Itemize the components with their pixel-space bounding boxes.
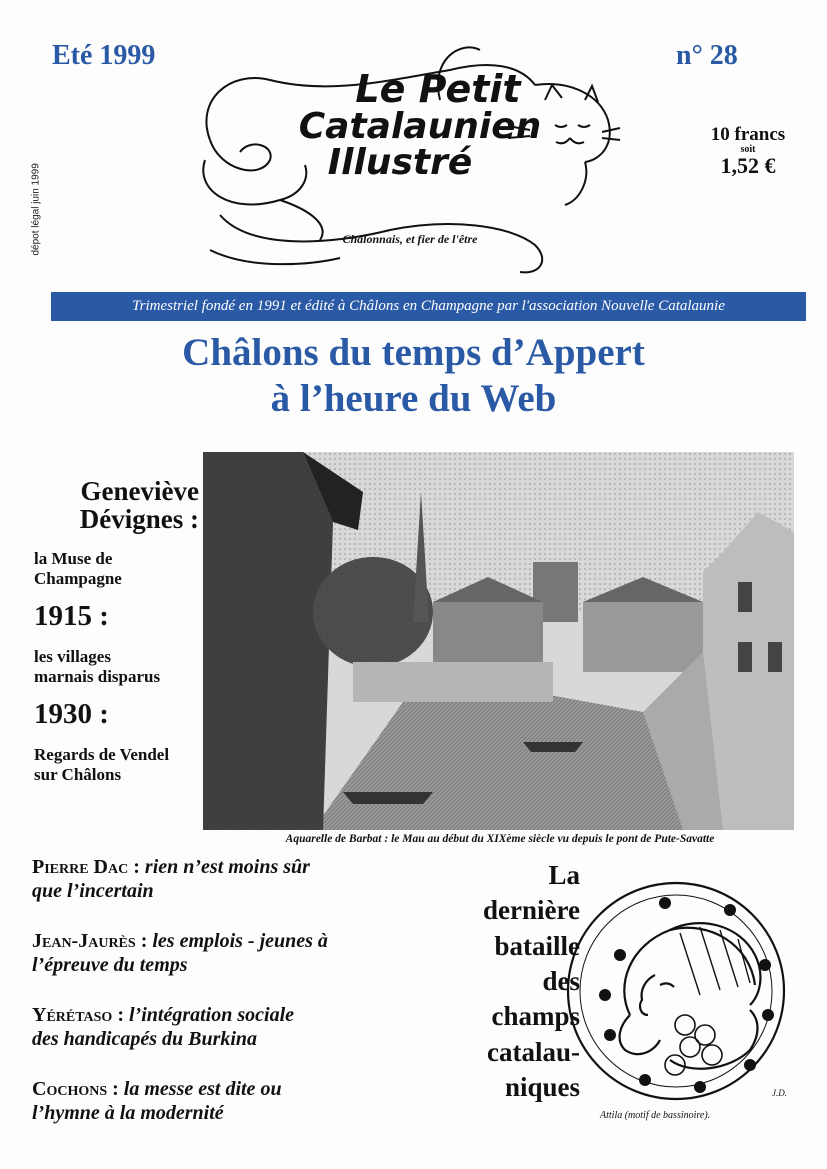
teaser-sep: : — [128, 856, 145, 878]
price-soit: soit — [740, 144, 756, 155]
teaser-item — [32, 1077, 402, 1125]
left-column-teasers — [26, 478, 201, 785]
feature-name-line1: Geneviève — [80, 476, 199, 506]
battle-line: bataille — [494, 930, 580, 961]
teaser-sep: : — [112, 1004, 129, 1026]
battle-line: dernière — [483, 895, 580, 926]
teaser-sep: : — [135, 930, 153, 952]
teaser-item — [32, 1003, 402, 1051]
battle-line: niques — [504, 1072, 580, 1103]
headline-line2: à l’heure du Web — [270, 376, 557, 420]
teaser-sub-line1: l’intégration sociale — [129, 1004, 294, 1026]
price-block — [688, 124, 808, 179]
masthead-tagline: Châlonnais, et fier de l'être — [342, 232, 478, 246]
bottom-teasers — [32, 855, 402, 1151]
coin-caption: Attila (motif de bassinoire). — [600, 1110, 711, 1121]
illustration-caption: Aquarelle de Barbat : le Mau au début du XIXème siècle vu depuis le pont de Pute-Savatte — [285, 833, 715, 845]
teaser-name: Jean-Jaurès — [32, 930, 136, 952]
cover-headline — [60, 330, 767, 421]
battle-line: catalau- — [487, 1036, 580, 1067]
price-euro: 1,52 € — [720, 153, 776, 178]
battle-feature-title — [420, 858, 580, 1106]
teaser-sep: : — [107, 1078, 124, 1100]
issue-season: Eté 1999 — [52, 40, 156, 71]
feature-name-sub2: Champagne — [34, 569, 122, 589]
teaser-sub-line1: la messe est dite ou — [123, 1078, 282, 1100]
teaser-sub-line2: que l’incertain — [32, 880, 154, 902]
teaser-sub-line1: rien n’est moins sûr — [144, 856, 310, 878]
masthead-title-line2: Catalaunien — [298, 105, 542, 147]
teaser-sub-line1: les emplois - jeunes à — [152, 930, 328, 952]
masthead-title-line3: Illustré — [327, 142, 473, 184]
battle-line: champs — [491, 1001, 580, 1032]
issue-number: n° 28 — [676, 40, 738, 71]
teaser-name: Cochons — [32, 1078, 108, 1100]
battle-line: des — [542, 966, 580, 997]
teaser-name: Yérétaso — [32, 1004, 113, 1026]
feature-date2-sub2: sur Châlons — [34, 765, 122, 785]
coin-signature: J.D. — [772, 1088, 787, 1098]
feature-date1-sub2: marnais disparus — [34, 667, 161, 687]
publication-banner: Trimestriel fondé en 1991 et édité à Châlons en Champagne par l'association Nouvelle Catalaunie — [51, 292, 806, 321]
feature-date2: 1930 : — [34, 697, 109, 730]
teaser-sub-line2: des handicapés du Burkina — [32, 1028, 258, 1050]
headline-line1: Châlons du temps d’Appert — [182, 331, 645, 374]
teaser-sub-line2: l’hymne à la modernité — [32, 1102, 224, 1124]
battle-line: La — [548, 860, 580, 890]
attila-coin-drawing — [560, 875, 792, 1107]
feature-date1: 1915 : — [34, 599, 109, 632]
feature-name-line2: Dévignes : — [79, 503, 199, 534]
teaser-item — [32, 855, 402, 903]
engraving-illustration — [203, 452, 794, 830]
teaser-name: Pierre Dac — [32, 856, 129, 878]
teaser-sub-line2: l’épreuve du temps — [32, 954, 188, 976]
teaser-item — [32, 929, 402, 977]
feature-name-sub1: la Muse de — [34, 549, 113, 569]
masthead-title-line1: Le Petit — [355, 67, 521, 111]
masthead-title — [250, 67, 590, 184]
depot-legal-note: dépot légal juin 1999 — [30, 163, 42, 256]
feature-date1-sub1: les villages — [34, 646, 111, 666]
price-francs: 10 francs — [710, 124, 786, 145]
feature-date2-sub1: Regards de Vendel — [34, 744, 170, 764]
